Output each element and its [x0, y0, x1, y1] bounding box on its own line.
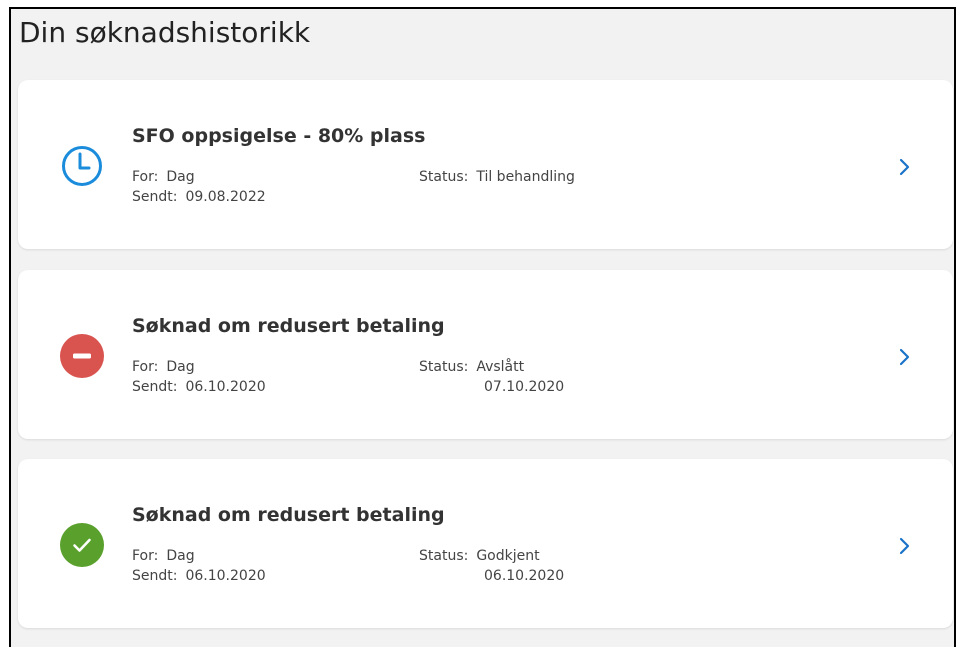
status-date: 07.10.2020	[484, 379, 565, 395]
status-date: 06.10.2020	[484, 568, 565, 584]
sent-label: Sendt:	[132, 379, 178, 395]
applicant-row	[132, 357, 195, 377]
application-history-panel	[9, 7, 956, 647]
page-title: Din søknadshistorikk	[19, 16, 311, 49]
sent-row	[132, 566, 266, 586]
applicant-row	[132, 546, 195, 566]
status-row	[419, 167, 575, 187]
application-title: Søknad om redusert betaling	[132, 504, 445, 526]
application-card[interactable]	[18, 270, 953, 439]
sent-date: 06.10.2020	[185, 568, 266, 584]
clock-icon	[58, 142, 106, 190]
status-label: Status:	[419, 169, 469, 185]
sent-row	[132, 377, 266, 397]
sent-row	[132, 187, 266, 207]
chevron-right-icon[interactable]	[896, 346, 914, 368]
approved-icon	[58, 521, 106, 569]
status-label: Status:	[419, 548, 469, 564]
status-value: Avslått	[476, 359, 525, 375]
sent-label: Sendt:	[132, 189, 178, 205]
sent-date: 09.08.2022	[185, 189, 266, 205]
rejected-icon	[58, 332, 106, 380]
for-label: For:	[132, 169, 159, 185]
for-value: Dag	[166, 548, 195, 564]
status-label: Status:	[419, 359, 469, 375]
application-title: SFO oppsigelse - 80% plass	[132, 125, 426, 147]
chevron-right-icon[interactable]	[896, 535, 914, 557]
applicant-row	[132, 167, 195, 187]
for-value: Dag	[166, 169, 195, 185]
for-value: Dag	[166, 359, 195, 375]
for-label: For:	[132, 359, 159, 375]
status-row	[419, 546, 540, 566]
status-value: Godkjent	[476, 548, 540, 564]
status-value: Til behandling	[476, 169, 575, 185]
application-title: Søknad om redusert betaling	[132, 315, 445, 337]
for-label: For:	[132, 548, 159, 564]
sent-date: 06.10.2020	[185, 379, 266, 395]
application-card[interactable]	[18, 459, 953, 628]
status-row	[419, 357, 524, 377]
chevron-right-icon[interactable]	[896, 156, 914, 178]
application-card[interactable]	[18, 80, 953, 249]
sent-label: Sendt:	[132, 568, 178, 584]
